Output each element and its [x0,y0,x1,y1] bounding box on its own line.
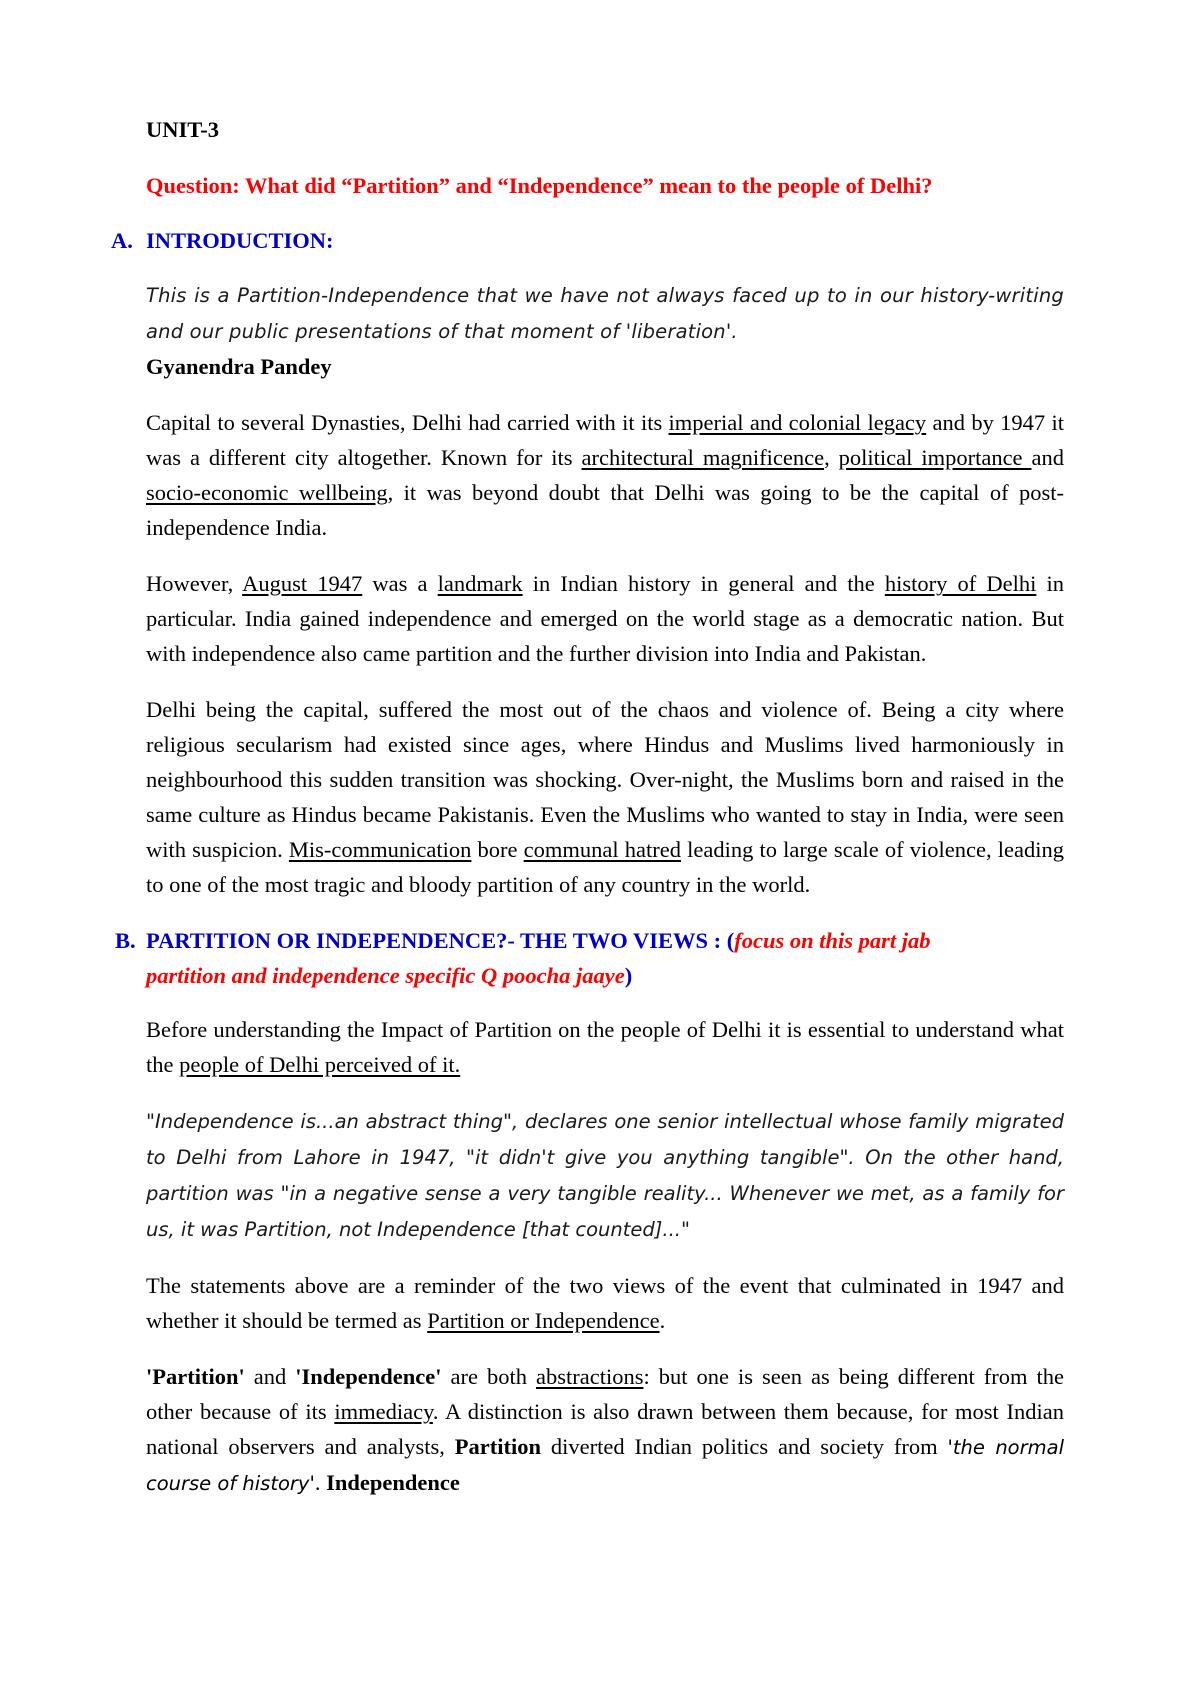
text-run: leading to large scale of violence, leading to one of the most tragic and bloody partition of any country in the world. [146,837,1065,897]
bold-term: Independence [326,1470,460,1495]
text-run: . A distinction is also drawn between them because, for most Indian national observers and analysts, [146,1399,1065,1459]
section-b-title: PARTITION OR INDEPENDENCE?- THE TWO VIEWS : ( [146,928,735,953]
text-run: and [244,1364,296,1389]
section-b-note-line2: partition and independence specific Q poocha jaaye [146,963,625,988]
section-b-paragraph-1 [146,1012,1064,1082]
text-run: diverted Indian politics and society from [541,1434,948,1459]
section-a-title: INTRODUCTION: [146,228,334,253]
text-run: Capital to several Dynasties, Delhi had carried with it its [146,410,669,435]
italic-phrase: 'the normal course of history' [146,1436,1064,1495]
underlined-phrase: Partition or Independence [427,1308,660,1333]
bold-term: 'Partition' [146,1364,245,1389]
section-a-marker: A. [111,228,133,253]
text-run: , it was beyond doubt that Delhi was going to be the capital of post-independence India. [146,480,1064,540]
text-run: and by 1947 it was a different city altogether. Known for its [146,410,1064,470]
intellectual-quote [146,1103,1064,1247]
section-b-paragraph-3 [146,1359,1064,1501]
text-run: . [314,1470,327,1495]
underlined-phrase: imperial and colonial legacy [668,410,927,435]
underlined-phrase: socio-economic wellbeing [146,480,388,505]
underlined-phrase: history of Delhi [884,571,1037,596]
text-run: The statements above are a reminder of the two views of the event that culminated in 1947 and whether it should be termed as [146,1273,1064,1333]
unit-title: UNIT-3 [146,117,219,142]
text-run: Delhi being the capital, suffered the most out of the chaos and violence of. Being a city where religious secularism had existed since ages, where Hindus and Muslims lived harmoniously in neighbourhood this sudden transition was shocking. Over-night, the Muslims born and raised in the same culture as Hindus became Pakistanis. Even the Muslims who wanted to stay in India, were seen with suspicion. [146,697,1064,862]
section-b-close: ) [624,963,633,988]
section-a-heading [111,223,1064,258]
underlined-phrase: architectural magnificence [581,445,825,470]
text-run: Before understanding the Impact of Partition on the people of Delhi it is essential to understand what the [146,1017,1064,1077]
epigraph-author: Gyanendra Pandey [146,354,332,379]
text-run: . [659,1308,666,1333]
underlined-phrase: political importance [838,445,1032,470]
text-run: : but one is seen as being different from the other because of its [146,1364,1064,1424]
quote-text: "Independence is...an abstract thing", declares one senior intellectual whose family migrated to Delhi from Lahore in 1947, "it didn't give you anything tangible". On the other hand, partition was "in a negative sense a very tangible reality... Whenever we met, as a family for us, it was Partition, not Independence [that counted]..." [146,1110,1064,1241]
question-heading: Question: What did “Partition” and “Independence” mean to the people of Delhi? [146,173,933,198]
underlined-phrase: August 1947 [242,571,363,596]
intro-paragraph-2 [146,566,1064,671]
epigraph [146,277,1064,384]
section-b-marker: B. [115,928,136,953]
text-run: in Indian history in general and the [522,571,885,596]
intro-paragraph-3 [146,692,1064,902]
bold-term: 'Independence' [295,1364,442,1389]
text-run: and [1031,445,1065,470]
text-run: are both [441,1364,536,1389]
text-run: in particular. India gained independence and emerged on the world stage as a democratic nation. But with independence also came partition and the further division into India and Pakistan. [146,571,1065,666]
underlined-phrase: communal hatred [523,837,681,862]
underlined-phrase: people of Delhi perceived of it. [179,1052,461,1077]
text-run: , [824,445,839,470]
section-b-note-line1: focus on this part jab [734,928,931,953]
underlined-phrase: abstractions [536,1364,644,1389]
underlined-phrase: landmark [437,571,523,596]
text-run: was a [362,571,438,596]
underlined-phrase: Mis-communication [288,837,472,862]
epigraph-text: This is a Partition-Independence that we have not always faced up to in our history-writing and our public presentations of that moment of 'liberation'. [146,284,1064,343]
text-run: bore [471,837,524,862]
underlined-phrase: immediacy [334,1399,433,1424]
bold-term: Partition [454,1434,542,1459]
document-page [111,112,1065,1522]
section-b-heading [100,923,1064,993]
intro-paragraph-1 [146,405,1064,545]
section-b-paragraph-2 [146,1268,1064,1338]
text-run: However, [146,571,243,596]
